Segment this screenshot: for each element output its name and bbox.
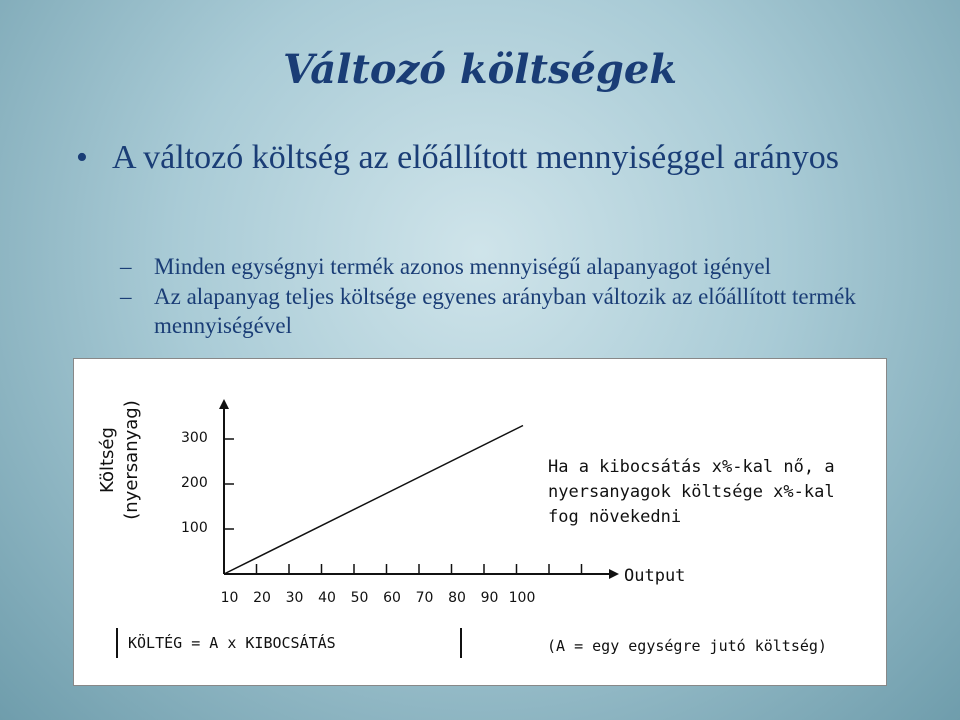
dash-icon: – — [120, 254, 132, 279]
chart-annotation: Ha a kibocsátás x%-kal nő, a nyersanyagok költsége x%-kal fog növekedni — [548, 457, 835, 527]
y-tick-label: 300 — [181, 430, 208, 446]
formula-note: (A = egy egységre jutó költség) — [547, 637, 827, 655]
sub-bullet-list — [120, 252, 880, 341]
cost-series-line — [224, 426, 523, 575]
x-tick-label: 50 — [350, 590, 369, 606]
x-tick-label: 90 — [480, 590, 499, 606]
x-tick-label: 70 — [415, 590, 434, 606]
y-axis-label-line: Költség — [97, 427, 118, 493]
x-tick-label: 30 — [285, 590, 304, 606]
y-tick-label: 100 — [181, 520, 208, 536]
formula-box: KÖLTÉG = A x KIBOCSÁTÁS — [116, 628, 462, 658]
x-axis-label: Output — [624, 566, 686, 586]
bullet-dot-icon: • — [76, 139, 88, 176]
sub-bullet-text: Az alapanyag teljes költsége egyenes arányban változik az előállított termék mennyiségével — [154, 284, 856, 338]
sub-bullet-text: Minden egységnyi termék azonos mennyiségű alapanyagot igényel — [154, 254, 771, 279]
x-tick-label: 20 — [253, 590, 271, 606]
y-axis-arrow-icon — [219, 399, 229, 409]
x-tick-label: 40 — [318, 590, 336, 606]
y-axis-label-line: (nyersanyag) — [121, 400, 142, 520]
sub-bullet-item — [120, 282, 880, 340]
x-tick-label: 80 — [448, 590, 466, 606]
sub-bullet-item — [120, 252, 880, 281]
main-bullet-text: A változó költség az előállított mennyiséggel arányos — [112, 139, 840, 176]
x-tick-label: 100 — [508, 590, 536, 606]
x-tick-label: 10 — [220, 590, 239, 606]
main-bullet — [76, 138, 876, 178]
y-axis-label — [96, 360, 144, 560]
y-tick-label: 200 — [181, 475, 208, 491]
dash-icon: – — [120, 284, 132, 309]
x-axis-arrow-icon — [609, 569, 619, 579]
x-tick-label: 60 — [383, 590, 401, 606]
slide-title: Változó költségek — [282, 46, 678, 93]
